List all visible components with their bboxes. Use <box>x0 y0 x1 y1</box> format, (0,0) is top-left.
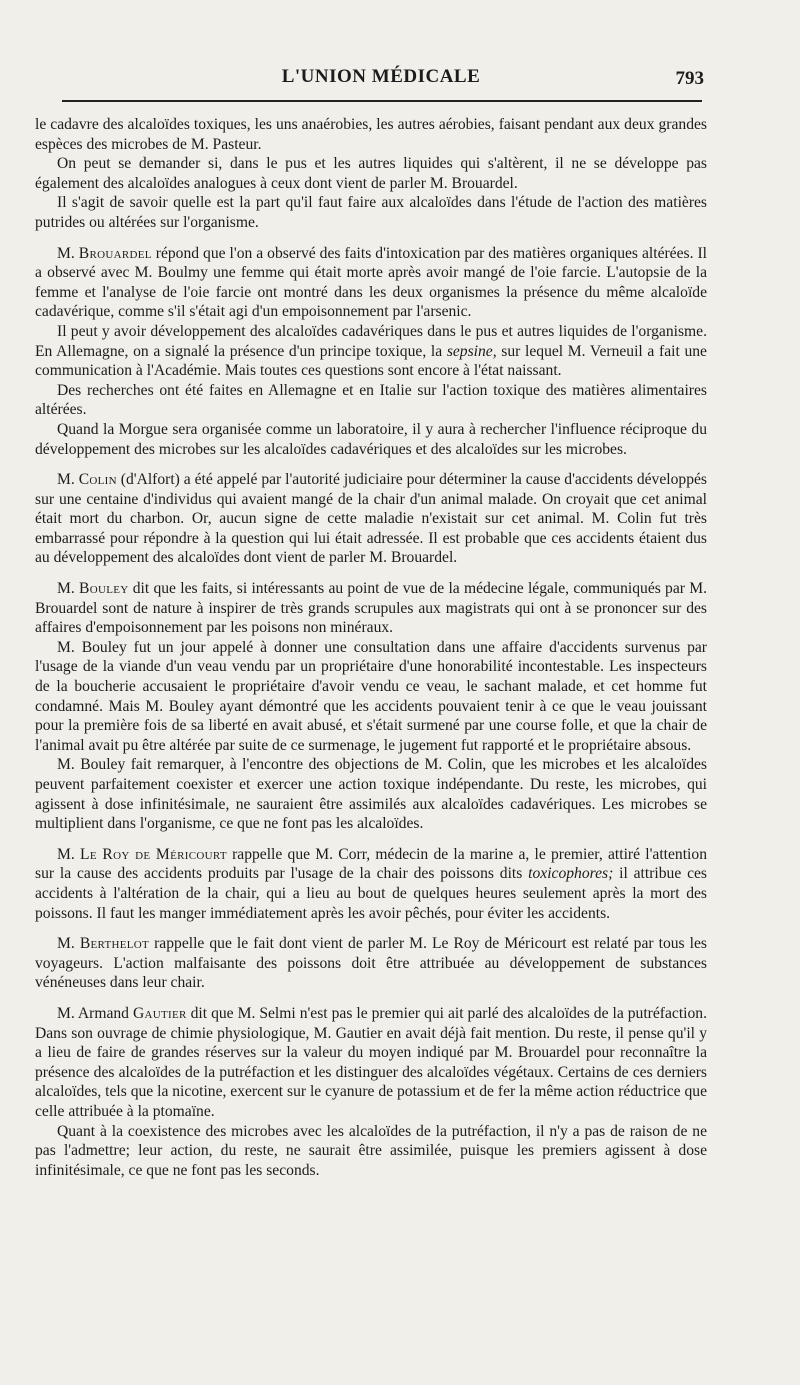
text-run: Des recherches ont été faites en Allemagne et en Italie sur l'action toxique des matières alimentaires altérées. <box>35 381 707 419</box>
paragraph <box>35 420 707 459</box>
speaker-name: Colin <box>78 471 117 489</box>
paragraph <box>35 579 707 638</box>
paragraph <box>35 934 707 993</box>
running-title: L'UNION MÉDICALE <box>281 66 481 87</box>
paragraph <box>35 322 707 381</box>
paragraph <box>35 193 707 232</box>
paragraph <box>35 154 707 193</box>
text-run: M. Bouley fut un jour appelé à donner une consultation dans une affaire d'accidents survenus par l'usage de la viande d'un veau vendu par un propriétaire d'une honorabilité incontestable. Les inspecteurs de la boucherie accusaient le propriétaire d'avoir vendu ce veau, le sachant malade, et cet homme fut condamné. Mais M. Bouley ayant démontré que les accidents pouvaient tenir à ce que le veau jouissant pour la première fois de sa liberté en avait abusé, et s'était surmené par une course folle, et que la chair de l'animal avait pu être altérée par suite de ce surmenage, le jugement fut rapporté et le propriétaire absous. <box>35 638 707 754</box>
page-number: 793 <box>675 68 704 89</box>
text-run: rappelle que M. Corr, médecin de la marine a, le premier, attiré l'attention sur la cause des accidents produits par l'usage de la chair des poissons dits <box>35 845 707 883</box>
text-run: M. <box>57 244 79 262</box>
paragraph <box>35 470 707 568</box>
speaker-name: Brouardel <box>78 244 152 262</box>
text-run: sur lequel M. Verneuil a fait une communication à l'Académie. Mais toutes ces questions sont encore à l'état naissant. <box>35 342 707 380</box>
text-run: On peut se demander si, dans le pus et les autres liquides qui s'altèrent, il ne se développe pas également des alcaloïdes analogues à ceux dont vient de parler M. Brouardel. <box>35 155 707 192</box>
text-run: M. Armand <box>57 1004 133 1022</box>
text-run: M. <box>57 471 79 489</box>
text-run: M. <box>57 580 80 598</box>
body-text <box>35 115 707 1180</box>
paragraph <box>35 638 707 756</box>
text-run: Quant à la coexistence des microbes avec les alcaloïdes de la putréfaction, il n'y a pas de raison de ne pas l'admettre; leur action, du reste, ne saurait être assimilée, puisque les premiers agissent à dose infinitésimale, ce que ne font pas les seconds. <box>35 1122 707 1179</box>
text-run: Il s'agit de savoir quelle est la part qu'il faut faire aux alcaloïdes dans l'étude de l'action des matières putrides ou altérées sur l'organisme. <box>35 194 707 231</box>
header-rule <box>62 100 702 102</box>
speaker-name: Bouley <box>79 580 129 598</box>
paragraph <box>35 755 707 833</box>
italic-term: sepsine, <box>446 342 497 360</box>
text-run: le cadavre des alcaloïdes toxiques, les uns anaérobies, les autres aérobies, faisant pendant aux deux grandes espèces des microbes de M. Pasteur. <box>35 116 707 153</box>
text-run: Quand la Morgue sera organisée comme un laboratoire, il y aura à rechercher l'influence réciproque du développement des microbes sur les alcaloïdes cadavériques et des alcaloïdes sur les microbes. <box>35 420 707 458</box>
paragraph <box>35 115 707 154</box>
paragraph <box>35 381 707 420</box>
paragraph <box>35 845 707 923</box>
text-run: rappelle que le fait dont vient de parler M. Le Roy de Méricourt est relaté par tous les voyageurs. L'action malfaisante des poissons doit être attribuée au développement de substances vénéneuses dans leur chair. <box>35 935 707 992</box>
speaker-name: Le Roy de Méricourt <box>80 845 227 863</box>
text-run: dit que M. Selmi n'est pas le premier qui ait parlé des alcaloïdes de la putréfaction. Dans son ouvrage de chimie physiologique, M. Gautier en avait déjà fait mention. Du reste, il pense qu'il y a lieu de faire de grandes réserves sur la valeur du moyen indiqué par M. Brouardel pour reconnaître la présence des alcaloïdes de la putréfaction et les distinguer des alcaloïdes végétaux. Certains de ces derniers alcaloïdes, tels que la nicotine, exercent sur le cyanure de potassium et de fer la même action réductrice que celle attribuée à la ptomaïne. <box>35 1004 707 1120</box>
italic-term: toxicophores; <box>528 865 614 883</box>
text-run: dit que les faits, si intéressants au point de vue de la médecine légale, communiqués par M. Brouardel sont de nature à inspirer de très grands scrupules aux magistrats qui ont à se prononcer sur des affaires d'empoisonnement par les poisons non minéraux. <box>35 580 707 637</box>
text-run: il attribue ces accidents à l'altération de la chair, qui a lieu au bout de quelques heures seulement après la mort des poissons. Il faut les manger immédiatement après les avoir pêchés, pour éviter les accidents. <box>35 865 707 922</box>
text-run: M. <box>57 845 81 863</box>
page-header <box>56 66 706 96</box>
text-run: répond que l'on a observé des faits d'intoxication par des matières organiques altérées. Il a observé avec M. Boulmy une femme qui était morte après avoir mangé de l'oie farcie. L'autopsie de la femme et l'analyse de l'oie farcie ont montré dans les deux organismes la présence du même alcaloïde cadavérique, comme s'il s'était agi d'un empoisonnement par l'arsenic. <box>35 244 708 321</box>
paragraph <box>35 1122 707 1181</box>
text-run: (d'Alfort) a été appelé par l'autorité judiciaire pour déterminer la cause d'accidents développés sur une centaine d'individus qui avaient mangé de la chair d'un animal malade. On croyait que cet animal était mort du charbon. Or, aucun signe de cette maladie n'existait sur cet animal. M. Colin fut très embarrassé pour répondre à la question qui lui était adressée. Il est probable que ces accidents étaient dus au développement des alcaloïdes dont vient de parler M. Brouardel. <box>35 471 707 567</box>
paragraph <box>35 1004 707 1122</box>
paragraph <box>35 244 707 322</box>
text-run: M. Bouley fait remarquer, à l'encontre des objections de M. Colin, que les microbes et les alcaloïdes peuvent parfaitement coexister et exercer une action toxique indépendante. Du reste, les microbes, qui agissent à dose infinitésimale, ne sauraient être assimilés aux alcaloïdes cadavériques. Les microbes se multiplient dans l'organisme, ce que ne font pas les alcaloïdes. <box>35 756 707 833</box>
speaker-name: Gautier <box>132 1004 187 1022</box>
speaker-name: Berthelot <box>79 935 150 953</box>
text-run: Il peut y avoir développement des alcaloïdes cadavériques dans le pus et autres liquides de l'organisme. En Allemagne, on a signalé la présence d'un principe toxique, la <box>35 322 707 360</box>
text-run: M. <box>57 935 80 953</box>
